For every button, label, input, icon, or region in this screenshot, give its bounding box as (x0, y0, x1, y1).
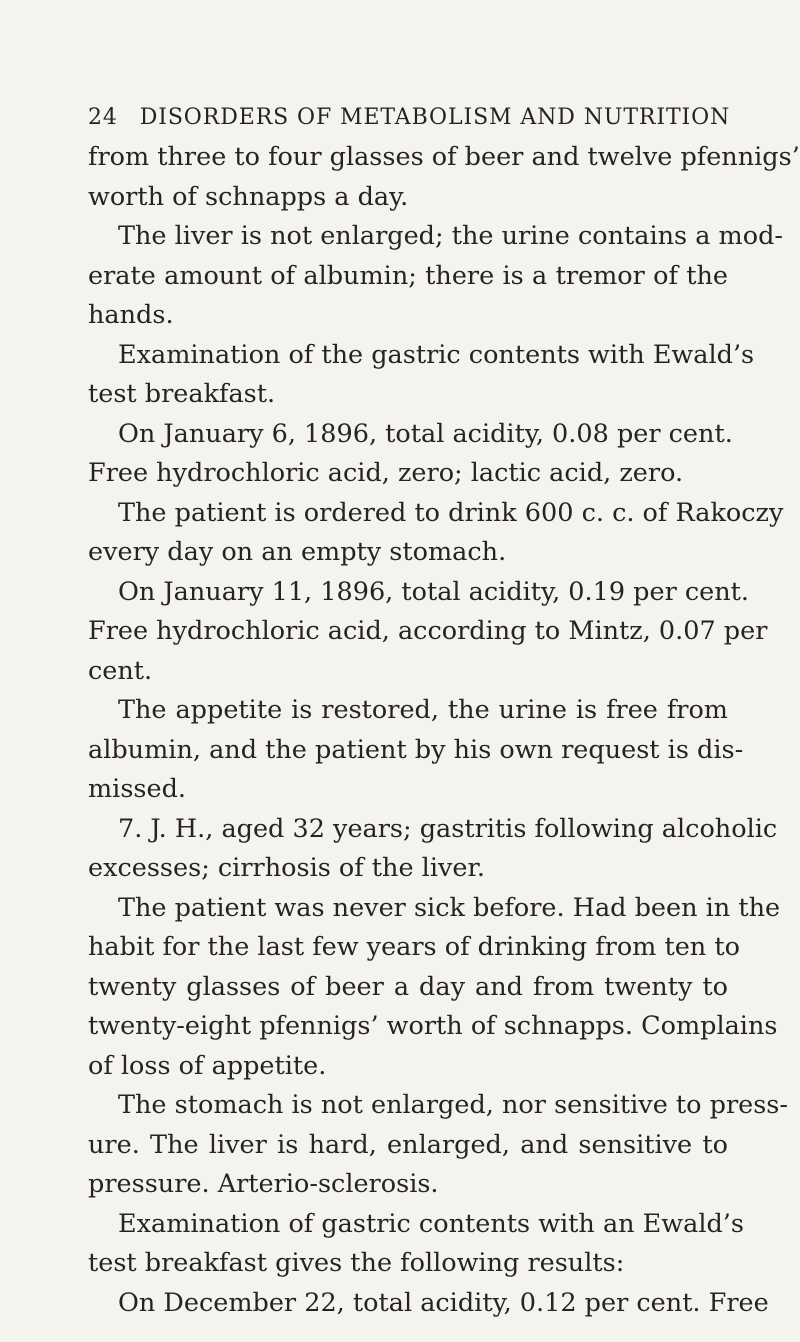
text-line: worth of schnapps a day. (88, 181, 409, 212)
text-line: On January 6, 1896, total acidity, 0.08 per cent. (118, 418, 733, 449)
text-line: cent. (88, 655, 153, 686)
text-line: The appetite is restored, the urine is free from (118, 695, 728, 725)
text-line: twenty glasses of beer a day and from twenty to (88, 971, 728, 1002)
text-line: excesses; cirrhosis of the liver. (88, 853, 485, 883)
body-text (88, 138, 800, 1323)
text-line: of loss of appetite. (88, 1050, 327, 1081)
text-line: 7. J. H., aged 32 years; gastritis following alcoholic (118, 813, 778, 844)
page-number: 24 (88, 105, 118, 130)
text-line: every day on an empty stomach. (88, 537, 507, 567)
text-line: from three to four glasses of beer and twelve pfennigs’ (88, 142, 800, 172)
text-line: habit for the last few years of drinking from ten to (88, 932, 740, 962)
text-line: twenty-eight pfennigs’ worth of schnapps. Complains (88, 1011, 778, 1041)
text-line: ure. The liver is hard, enlarged, and sensitive to (88, 1129, 728, 1160)
text-line: albumin, and the patient by his own request is dis- (88, 734, 744, 765)
text-line: The liver is not enlarged; the urine contains a mod- (118, 221, 784, 251)
text-line: The patient is ordered to drink 600 c. c. of Rakoczy (118, 497, 784, 528)
text-line: Free hydrochloric acid, zero; lactic acid, zero. (88, 458, 684, 488)
running-title: DISORDERS OF METABOLISM AND NUTRITION (139, 105, 731, 130)
text-line: Examination of the gastric contents with Ewald’s (118, 339, 755, 370)
text-line: On January 11, 1896, total acidity, 0.19 per cent. (118, 576, 750, 607)
text-line: hands. (88, 300, 174, 330)
running-header (88, 105, 730, 130)
text-line: The patient was never sick before. Had been in the (118, 892, 781, 923)
text-line: On December 22, total acidity, 0.12 per cent. Free (118, 1287, 769, 1318)
text-line: test breakfast. (88, 379, 276, 409)
text-line: pressure. Arterio-sclerosis. (88, 1169, 439, 1199)
text-line: missed. (88, 774, 187, 804)
text-line: erate amount of albumin; there is a tremor of the (88, 260, 728, 291)
text-line: Examination of gastric contents with an Ewald’s (118, 1208, 744, 1239)
text-line: test breakfast gives the following results: (88, 1248, 625, 1278)
text-line: The stomach is not enlarged, nor sensitive to press- (118, 1090, 789, 1120)
text-line: Free hydrochloric acid, according to Mintz, 0.07 per (88, 616, 768, 646)
